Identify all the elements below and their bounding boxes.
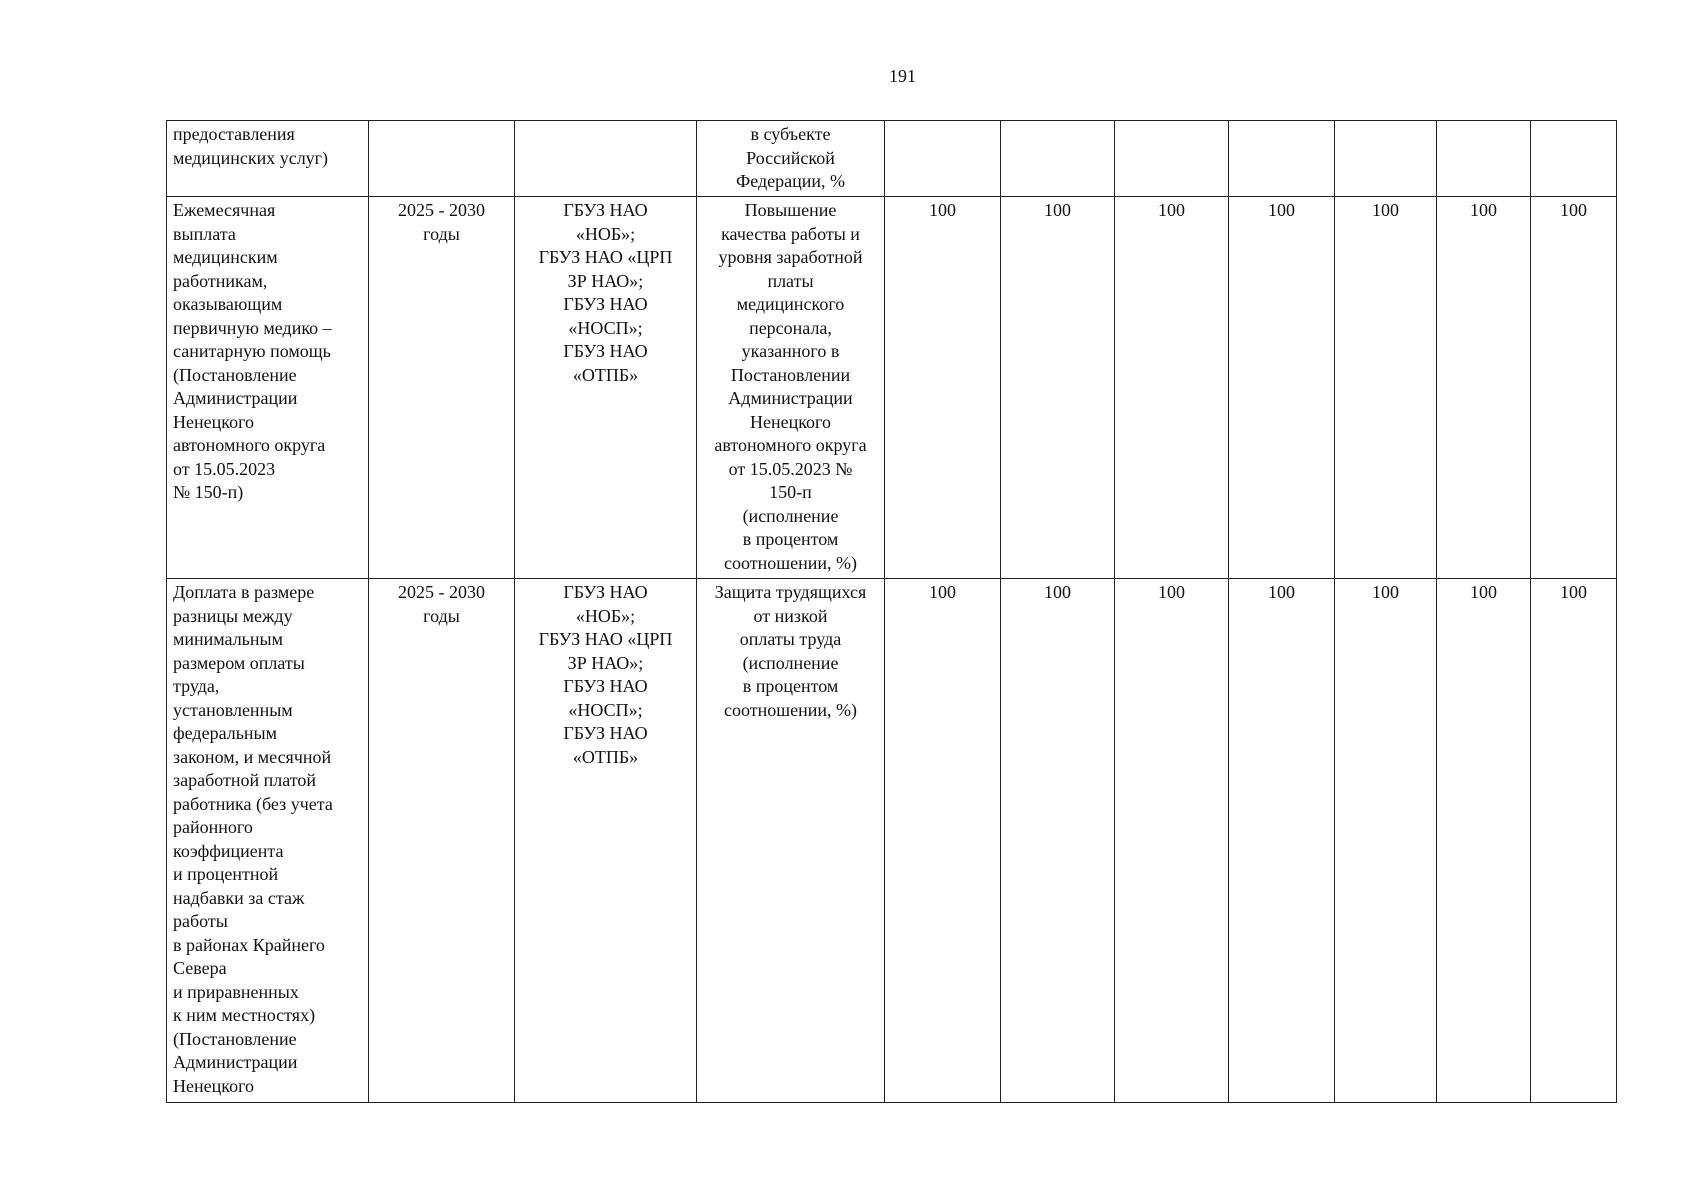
- value-cell: 100: [1335, 579, 1437, 1103]
- value-cell: 100: [1001, 579, 1115, 1103]
- value-cell: 100: [1229, 197, 1335, 579]
- table-row: [167, 121, 1617, 197]
- executor-cell: ГБУЗ НАО «НОБ»; ГБУЗ НАО «ЦРП ЗР НАО»; ГБУЗ НАО «НОСП»; ГБУЗ НАО «ОТПБ»: [515, 197, 697, 579]
- value-cell: 100: [1229, 579, 1335, 1103]
- value-cell: 100: [1335, 197, 1437, 579]
- value-cell: 100: [885, 197, 1001, 579]
- value-cell: 100: [885, 579, 1001, 1103]
- value-cell: [1335, 121, 1437, 197]
- value-cell: [1229, 121, 1335, 197]
- table-row: [167, 197, 1617, 579]
- value-cell: 100: [1437, 579, 1531, 1103]
- period-cell: 2025 - 2030 годы: [369, 579, 515, 1103]
- indicator-cell: Защита трудящихся от низкой оплаты труда (исполнение в процентом соотношении, %): [697, 579, 885, 1103]
- executor-cell: ГБУЗ НАО «НОБ»; ГБУЗ НАО «ЦРП ЗР НАО»; ГБУЗ НАО «НОСП»; ГБУЗ НАО «ОТПБ»: [515, 579, 697, 1103]
- value-cell: 100: [1437, 197, 1531, 579]
- indicator-cell: Повышение качества работы и уровня заработной платы медицинского персонала, указанного в Постановлении Администрации Ненецкого автономного округа от 15.05.2023 № 150-п (исполнение в процентом соотношении, %): [697, 197, 885, 579]
- program-table: [166, 120, 1617, 1103]
- value-cell: [1437, 121, 1531, 197]
- executor-cell: [515, 121, 697, 197]
- period-cell: 2025 - 2030 годы: [369, 197, 515, 579]
- table-row: [167, 579, 1617, 1103]
- measure-name-cell: предоставления медицинских услуг): [167, 121, 369, 197]
- value-cell: 100: [1531, 197, 1617, 579]
- value-cell: 100: [1115, 197, 1229, 579]
- period-cell: [369, 121, 515, 197]
- indicator-cell: в субъекте Российской Федерации, %: [697, 121, 885, 197]
- page-number: 191: [889, 66, 916, 86]
- value-cell: [885, 121, 1001, 197]
- value-cell: 100: [1115, 579, 1229, 1103]
- value-cell: 100: [1001, 197, 1115, 579]
- value-cell: [1531, 121, 1617, 197]
- measure-name-cell: Ежемесячная выплата медицинским работникам, оказывающим первичную медико – санитарную помощь (Постановление Администрации Ненецкого автономного округа от 15.05.2023 № 150-п): [167, 197, 369, 579]
- value-cell: [1001, 121, 1115, 197]
- measure-name-cell: Доплата в размере разницы между минимальным размером оплаты труда, установленным федеральным законом, и месячной заработной платой работника (без учета районного коэффициента и процентной надбавки за стаж работы в районах Крайнего Севера и приравненных к ним местностях) (Постановление Администрации Ненецкого: [167, 579, 369, 1103]
- value-cell: [1115, 121, 1229, 197]
- value-cell: 100: [1531, 579, 1617, 1103]
